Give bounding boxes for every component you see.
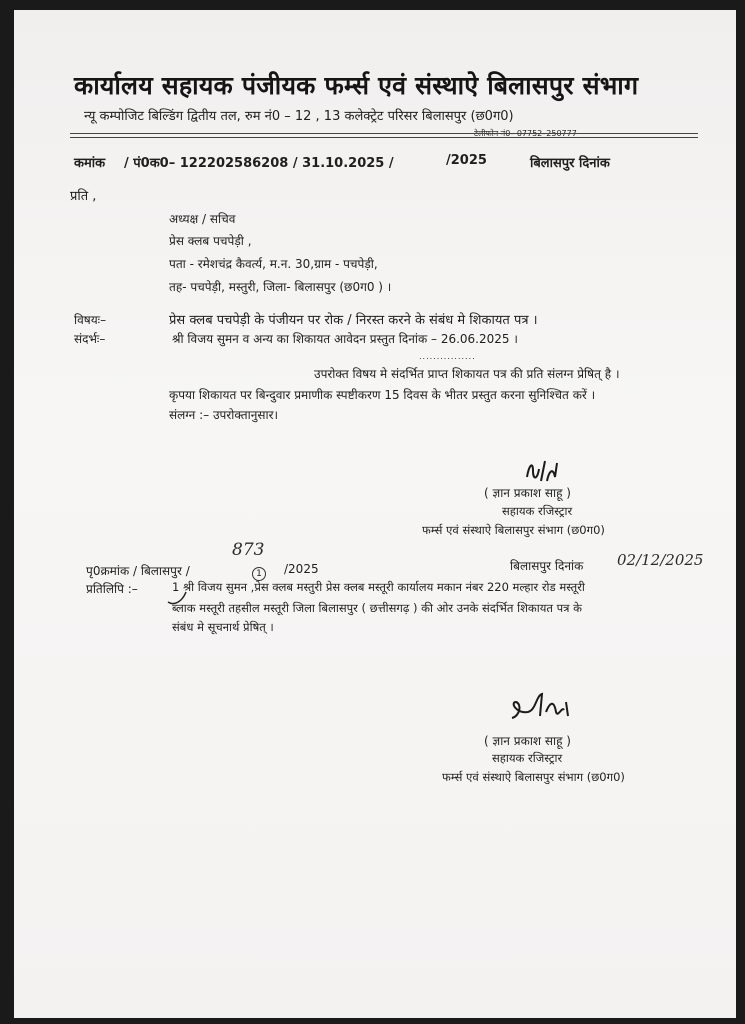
kramank-label: कमांक xyxy=(74,156,106,171)
reference-text: श्री विजय सुमन व अन्य का शिकायत आवेदन प्रस्तुत दिनांक – 26.06.2025 । xyxy=(172,332,518,346)
subject-label: विषयः– xyxy=(74,313,107,327)
office-title: कार्यालय सहायक पंजीयक फर्म्स एवं संस्थाऐ बिलासपुर संभाग xyxy=(74,71,639,100)
office-phone: टेलीफोन नं0– 07752–250777 xyxy=(474,129,577,138)
signatory-2-designation: सहायक रजिस्ट्रार xyxy=(492,751,563,765)
copy-line-3: संबंध मे सूचनार्थ प्रेषित् । xyxy=(172,620,274,634)
reference-label: संदर्भः– xyxy=(74,332,106,346)
copy-line-2: ब्लाक मस्तूरी तहसील मस्तूरी जिला बिलासपुर ( छत्तीसगढ़ ) की ओर उनके संदर्भित शिकायत पत्र के xyxy=(172,601,582,615)
letter-number: / पं0क0– 122202586208 / 31.10.2025 / xyxy=(124,156,394,171)
prati-label: प्रति , xyxy=(70,189,97,204)
signatory-2-office: फर्म्स एवं संस्थाऐ बिलासपुर संभाग (छ0ग0) xyxy=(442,770,625,784)
header-rule-bottom xyxy=(70,137,698,138)
signatory-2-name: ( ज्ञान प्रकाश साहू ) xyxy=(484,734,571,748)
endorsement-kramank: पृ0क्रमांक / बिलासपुर / xyxy=(86,564,190,578)
handwritten-date: 02/12/2025 xyxy=(617,551,704,569)
letter-year: /2025 xyxy=(446,153,487,168)
addressee-line-4: तह- पचपेड़ी, मस्तुरी, जिला- बिलासपुर (छ0ग0 ) । xyxy=(169,280,392,294)
signatory-1-designation: सहायक रजिस्ट्रार xyxy=(502,504,573,518)
place-date-label: बिलासपुर दिनांक xyxy=(530,156,610,171)
body-line-2: कृपया शिकायत पर बिन्दुवार प्रमाणीक स्पष्टीकरण 15 दिवस के भीतर प्रस्तुत करना सुनिश्चित करें । xyxy=(169,388,596,402)
copy-label: प्रतिलिपि :– xyxy=(86,582,138,596)
addressee-line-2: प्रेस क्लब पचपेड़ी , xyxy=(169,234,252,248)
office-address: न्यू कम्पोजिट बिल्डिंग द्वितीय तल, रुम नं0 – 12 , 13 कलेक्ट्रेट परिसर बिलासपुर (छ0ग0) xyxy=(84,109,514,124)
body-line-1: उपरोक्त विषय मे संदर्भित प्राप्त शिकायत पत्र की प्रति संलग्न प्रेषित् है । xyxy=(314,367,620,381)
endorsement-place-date: बिलासपुर दिनांक xyxy=(510,559,584,573)
addressee-line-3: पता - रमेशचंद्र कैवर्त्य, म.न. 30,ग्राम - पचपेड़ी, xyxy=(169,257,378,271)
handwritten-circle-1: 1 xyxy=(252,561,266,581)
separator-dots: ................ xyxy=(419,352,476,361)
endorsement-year: /2025 xyxy=(284,562,319,576)
header-rule-top xyxy=(70,133,698,134)
signatory-1-office: फर्म्स एवं संस्थाऐ बिलासपुर संभाग (छ0ग0) xyxy=(422,523,605,537)
body-line-3: संलग्न :– उपरोक्तानुसार। xyxy=(169,408,279,422)
letter-page xyxy=(14,10,736,1018)
signatory-1-name: ( ज्ञान प्रकाश साहू ) xyxy=(484,486,571,500)
subject-text: प्रेस क्लब पचपेड़ी के पंजीयन पर रोक / निरस्त करने के संबंध मे शिकायत पत्र । xyxy=(169,313,538,328)
addressee-line-1: अध्यक्ष / सचिव xyxy=(169,212,236,226)
signature-2 xyxy=(506,690,576,726)
handwritten-number: 873 xyxy=(232,540,265,560)
signature-1 xyxy=(519,457,569,485)
copy-line-1: 1 श्री विजय सुमन ,प्रेस क्लब मस्तुरी प्रेस क्लब मस्तूरी कार्यालय मकान नंबर 220 मल्हार रोड मस्तूरी xyxy=(172,580,585,594)
